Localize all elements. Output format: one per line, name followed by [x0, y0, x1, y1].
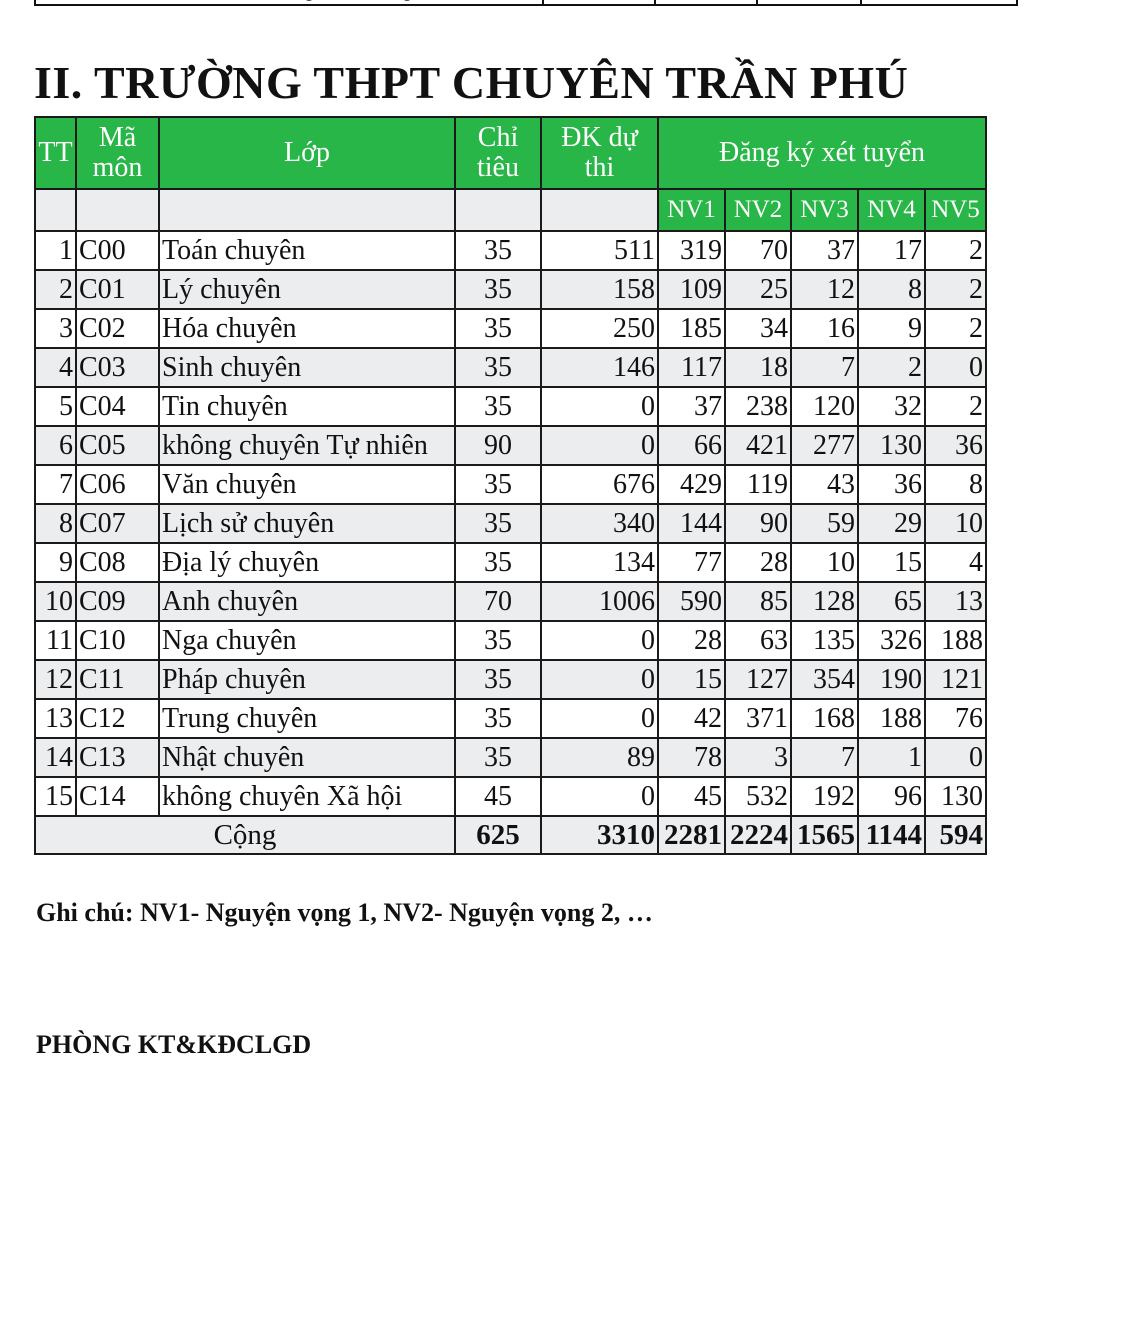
cell-nv3: 128 [791, 582, 858, 621]
cell-nv4: 96 [858, 777, 925, 816]
cell-chi-tieu: 35 [455, 699, 541, 738]
table-row [35, 309, 986, 348]
cell-lop: Sinh chuyên [159, 348, 455, 387]
header-tt: TT [35, 117, 76, 189]
cell-ma-mon: C13 [76, 738, 159, 777]
table-row [35, 387, 986, 426]
cell-nv4: 2 [858, 348, 925, 387]
cell-nv1: 15 [658, 660, 725, 699]
cell-nv4: 188 [858, 699, 925, 738]
cell-nv1: 185 [658, 309, 725, 348]
cell-ma-mon: C06 [76, 465, 159, 504]
cell-lop: Anh chuyên [159, 582, 455, 621]
cell-nv3: 135 [791, 621, 858, 660]
total-nv2: 2224 [725, 816, 791, 854]
cell-nv5: 76 [925, 699, 986, 738]
cell-lop: Tin chuyên [159, 387, 455, 426]
cell-nv1: 117 [658, 348, 725, 387]
cell-nv5: 121 [925, 660, 986, 699]
registration-table [34, 116, 987, 855]
cell-nv5: 13 [925, 582, 986, 621]
cell-nv1: 78 [658, 738, 725, 777]
cell-nv3: 59 [791, 504, 858, 543]
cell-nv1: 66 [658, 426, 725, 465]
header-nv3: NV3 [791, 189, 858, 231]
cell-lop: Lý chuyên [159, 270, 455, 309]
cell-lop: Văn chuyên [159, 465, 455, 504]
cell-dk-du-thi: 511 [541, 231, 658, 270]
cell-nv1: 144 [658, 504, 725, 543]
cell-lop: Toán chuyên [159, 231, 455, 270]
total-label: Cộng [35, 816, 455, 854]
cell-lop: Nhật chuyên [159, 738, 455, 777]
table-row [35, 504, 986, 543]
cell-tt: 8 [35, 504, 76, 543]
cell-lop: Hóa chuyên [159, 309, 455, 348]
cell-lop: Pháp chuyên [159, 660, 455, 699]
cell-nv3: 354 [791, 660, 858, 699]
cell-nv2: 119 [725, 465, 791, 504]
cell-nv1: 45 [658, 777, 725, 816]
table-row [35, 426, 986, 465]
cell-tt: 1 [35, 231, 76, 270]
cell-nv2: 63 [725, 621, 791, 660]
header-dang-ky-xet-tuyen: Đăng ký xét tuyển [658, 117, 986, 189]
table-row [35, 348, 986, 387]
cell-nv1: 319 [658, 231, 725, 270]
cell-tt: 9 [35, 543, 76, 582]
cell-nv4: 190 [858, 660, 925, 699]
cell-chi-tieu: 45 [455, 777, 541, 816]
cell-nv5: 0 [925, 348, 986, 387]
total-nv1: 2281 [658, 816, 725, 854]
total-nv4: 1144 [858, 816, 925, 854]
cell-nv1: 42 [658, 699, 725, 738]
table-row [35, 543, 986, 582]
cell-dk-du-thi: 1006 [541, 582, 658, 621]
cell-chi-tieu: 35 [455, 543, 541, 582]
cell-nv3: 192 [791, 777, 858, 816]
cell-nv4: 29 [858, 504, 925, 543]
cell-nv4: 36 [858, 465, 925, 504]
cell-nv2: 238 [725, 387, 791, 426]
cell-nv2: 127 [725, 660, 791, 699]
table-row [35, 777, 986, 816]
cell-nv4: 65 [858, 582, 925, 621]
header-dk-du-thi: ĐK dự thi [541, 117, 658, 189]
cell-ma-mon: C04 [76, 387, 159, 426]
cell-lop: Nga chuyên [159, 621, 455, 660]
cell-dk-du-thi: 146 [541, 348, 658, 387]
cell-tt: 2 [35, 270, 76, 309]
cell-nv2: 90 [725, 504, 791, 543]
cell-nv3: 7 [791, 738, 858, 777]
cell-nv1: 429 [658, 465, 725, 504]
cell-nv3: 43 [791, 465, 858, 504]
cell-dk-du-thi: 0 [541, 387, 658, 426]
cell-nv1: 28 [658, 621, 725, 660]
cell-nv3: 37 [791, 231, 858, 270]
cell-nv2: 371 [725, 699, 791, 738]
cell-nv3: 277 [791, 426, 858, 465]
header-lop: Lớp [159, 117, 455, 189]
cell-nv3: 7 [791, 348, 858, 387]
department-signature: PHÒNG KT&KĐCLGD [36, 1030, 312, 1059]
cell-lop: Lịch sử chuyên [159, 504, 455, 543]
cell-ma-mon: C11 [76, 660, 159, 699]
footnote: Ghi chú: NV1- Nguyện vọng 1, NV2- Nguyện vọng 2, … [36, 898, 653, 927]
cell-nv1: 37 [658, 387, 725, 426]
cell-tt: 14 [35, 738, 76, 777]
cell-nv4: 326 [858, 621, 925, 660]
cell-nv5: 130 [925, 777, 986, 816]
total-chi-tieu: 625 [455, 816, 541, 854]
cell-nv5: 2 [925, 231, 986, 270]
cell-dk-du-thi: 0 [541, 699, 658, 738]
cell-chi-tieu: 35 [455, 465, 541, 504]
cell-ma-mon: C02 [76, 309, 159, 348]
cell-nv3: 16 [791, 309, 858, 348]
cell-tt: 10 [35, 582, 76, 621]
cell-ma-mon: C08 [76, 543, 159, 582]
total-dk-du-thi: 3310 [541, 816, 658, 854]
section-title: II. TRƯỜNG THPT CHUYÊN TRẦN PHÚ [34, 57, 909, 108]
total-nv5: 594 [925, 816, 986, 854]
cell-lop: Trung chuyên [159, 699, 455, 738]
cell-ma-mon: C14 [76, 777, 159, 816]
cell-chi-tieu: 35 [455, 270, 541, 309]
cell-nv2: 532 [725, 777, 791, 816]
cell-ma-mon: C07 [76, 504, 159, 543]
cell-nv5: 2 [925, 270, 986, 309]
cell-chi-tieu: 70 [455, 582, 541, 621]
cell-dk-du-thi: 158 [541, 270, 658, 309]
cell-nv2: 34 [725, 309, 791, 348]
cell-chi-tieu: 35 [455, 231, 541, 270]
table-row [35, 465, 986, 504]
cell-tt: 15 [35, 777, 76, 816]
cell-dk-du-thi: 676 [541, 465, 658, 504]
cell-dk-du-thi: 0 [541, 426, 658, 465]
table-row [35, 699, 986, 738]
cell-nv3: 168 [791, 699, 858, 738]
cell-nv3: 120 [791, 387, 858, 426]
cell-chi-tieu: 35 [455, 348, 541, 387]
cell-nv4: 15 [858, 543, 925, 582]
cell-nv5: 0 [925, 738, 986, 777]
cell-chi-tieu: 35 [455, 309, 541, 348]
cell-tt: 4 [35, 348, 76, 387]
cell-ma-mon: C00 [76, 231, 159, 270]
cell-chi-tieu: 90 [455, 426, 541, 465]
table-row [35, 738, 986, 777]
table-row [35, 270, 986, 309]
cell-nv2: 3 [725, 738, 791, 777]
cell-nv5: 4 [925, 543, 986, 582]
cell-tt: 13 [35, 699, 76, 738]
header-ma-mon: Mã môn [76, 117, 159, 189]
cell-nv4: 130 [858, 426, 925, 465]
cell-nv5: 2 [925, 387, 986, 426]
cell-nv3: 10 [791, 543, 858, 582]
cell-nv4: 9 [858, 309, 925, 348]
cell-nv2: 18 [725, 348, 791, 387]
header-nv5: NV5 [925, 189, 986, 231]
cell-nv2: 70 [725, 231, 791, 270]
cell-dk-du-thi: 89 [541, 738, 658, 777]
cell-chi-tieu: 35 [455, 660, 541, 699]
cell-chi-tieu: 35 [455, 621, 541, 660]
header-chi-tieu: Chỉ tiêu [455, 117, 541, 189]
previous-table-bottom-edge [34, 0, 1018, 6]
cell-dk-du-thi: 134 [541, 543, 658, 582]
cell-lop: không chuyên Xã hội [159, 777, 455, 816]
cell-chi-tieu: 35 [455, 387, 541, 426]
cell-nv2: 28 [725, 543, 791, 582]
cell-chi-tieu: 35 [455, 738, 541, 777]
cell-tt: 7 [35, 465, 76, 504]
cell-ma-mon: C09 [76, 582, 159, 621]
cell-nv5: 8 [925, 465, 986, 504]
cell-tt: 5 [35, 387, 76, 426]
cell-tt: 6 [35, 426, 76, 465]
total-row [35, 816, 986, 854]
table-header-row [35, 117, 986, 189]
cell-nv5: 10 [925, 504, 986, 543]
cell-nv4: 1 [858, 738, 925, 777]
cell-tt: 3 [35, 309, 76, 348]
cell-nv4: 32 [858, 387, 925, 426]
cell-ma-mon: C05 [76, 426, 159, 465]
cell-nv4: 17 [858, 231, 925, 270]
cell-dk-du-thi: 0 [541, 621, 658, 660]
table-row [35, 660, 986, 699]
cell-nv2: 25 [725, 270, 791, 309]
cell-nv2: 85 [725, 582, 791, 621]
cell-ma-mon: C10 [76, 621, 159, 660]
header-nv4: NV4 [858, 189, 925, 231]
cell-nv1: 590 [658, 582, 725, 621]
cell-dk-du-thi: 340 [541, 504, 658, 543]
table-row [35, 582, 986, 621]
cell-ma-mon: C12 [76, 699, 159, 738]
cell-lop: không chuyên Tự nhiên [159, 426, 455, 465]
total-nv3: 1565 [791, 816, 858, 854]
cell-nv2: 421 [725, 426, 791, 465]
cell-nv5: 188 [925, 621, 986, 660]
header-nv2: NV2 [725, 189, 791, 231]
cell-nv5: 36 [925, 426, 986, 465]
cell-nv5: 2 [925, 309, 986, 348]
table-row [35, 231, 986, 270]
table-subheader-row [35, 189, 986, 231]
cell-nv4: 8 [858, 270, 925, 309]
cell-chi-tieu: 35 [455, 504, 541, 543]
cell-ma-mon: C01 [76, 270, 159, 309]
cell-nv1: 109 [658, 270, 725, 309]
cell-tt: 12 [35, 660, 76, 699]
cell-tt: 11 [35, 621, 76, 660]
cell-lop: Địa lý chuyên [159, 543, 455, 582]
cell-dk-du-thi: 0 [541, 777, 658, 816]
cell-dk-du-thi: 0 [541, 660, 658, 699]
cell-dk-du-thi: 250 [541, 309, 658, 348]
table-row [35, 621, 986, 660]
cell-ma-mon: C03 [76, 348, 159, 387]
cell-nv3: 12 [791, 270, 858, 309]
cell-nv1: 77 [658, 543, 725, 582]
header-nv1: NV1 [658, 189, 725, 231]
